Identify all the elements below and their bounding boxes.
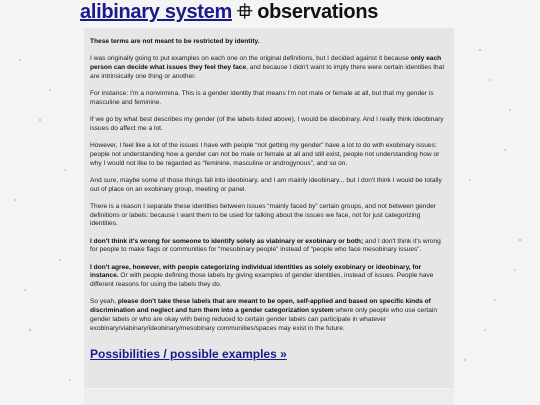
page-header bbox=[80, 0, 378, 31]
paragraph-2: For instance: I'm a nonvirmina. This is a gender identity that means I'm not male or female at all, but that my gender is masculine and feminine. bbox=[90, 89, 434, 106]
intro-paragraph: These terms are not meant to be restricted by identity. bbox=[90, 38, 260, 45]
post-body bbox=[84, 28, 454, 388]
paragraph-3: If we go by what best describes my gender (of the labels listed above), I would be ideobinary. And I really think ideobinary issues do affect me a lot. bbox=[90, 115, 444, 132]
card-bottom-strip bbox=[84, 389, 454, 405]
paragraph-7: I don't think it's wrong for someone to identify solely as viabinary or exobinary or both; and I don't think it's wrong for people to make flags or communities for “mesobinary people” instead of “people who face mesobinary issues”. bbox=[90, 237, 441, 254]
paragraph-5: And sure, maybe some of those things fall into ideobinary, and I am mainly ideobinary... but I don't think I would be totally out of place on an exobinary group, meeting or panel. bbox=[90, 176, 442, 193]
paragraph-4: However, I feel like a lot of the issues I have with people “not getting my gender” have a lot to do with exobinary issues: people not understanding how a gender can not be male or female at all and still exist, people not understanding how or why I would not like to be regarded as “feminine, masculine or androgynous”, and so on. bbox=[90, 141, 440, 167]
paragraph-6: There is a reason I separate these identities between issues “mainly faced by” certain groups, and not between gender definitions or labels: because I want them to be used for talking about the issues we face, not for just categorizing identities. bbox=[90, 202, 437, 228]
paragraph-9: So yeah, please don't take these labels that are meant to be open, self-applied and based on specific kinds of discrimination and neglect and turn them into a gender categorization system where only people who use certain gender labels or who are okay with being reduced to certain gender labels can participate in whatever exobinary/viabinary/ideobinary/mesobinary communities/spaces may exist in the future. bbox=[90, 298, 438, 333]
page-title: observations bbox=[257, 1, 379, 23]
separator-icon: ⯐ bbox=[237, 1, 252, 23]
paragraph-8: I don't agree, however, with people categorizing individual identities as solely exobinary or ideobinary, for instance. Or with people defining those labels by giving examples of gender identities, instead of issues. People have different reasons for using the labels they do. bbox=[90, 263, 434, 289]
paragraph-1: I was originally going to put examples on each one on the original definitions, but I decided against it because only each person can decide what issues they feel they face, and because I didn't want to imply there were certain identities that are intrinsically one thing or another. bbox=[90, 55, 445, 80]
possibilities-link[interactable]: Possibilities / possible examples » bbox=[90, 346, 287, 361]
blog-title-link[interactable]: alibinary system bbox=[80, 1, 232, 23]
